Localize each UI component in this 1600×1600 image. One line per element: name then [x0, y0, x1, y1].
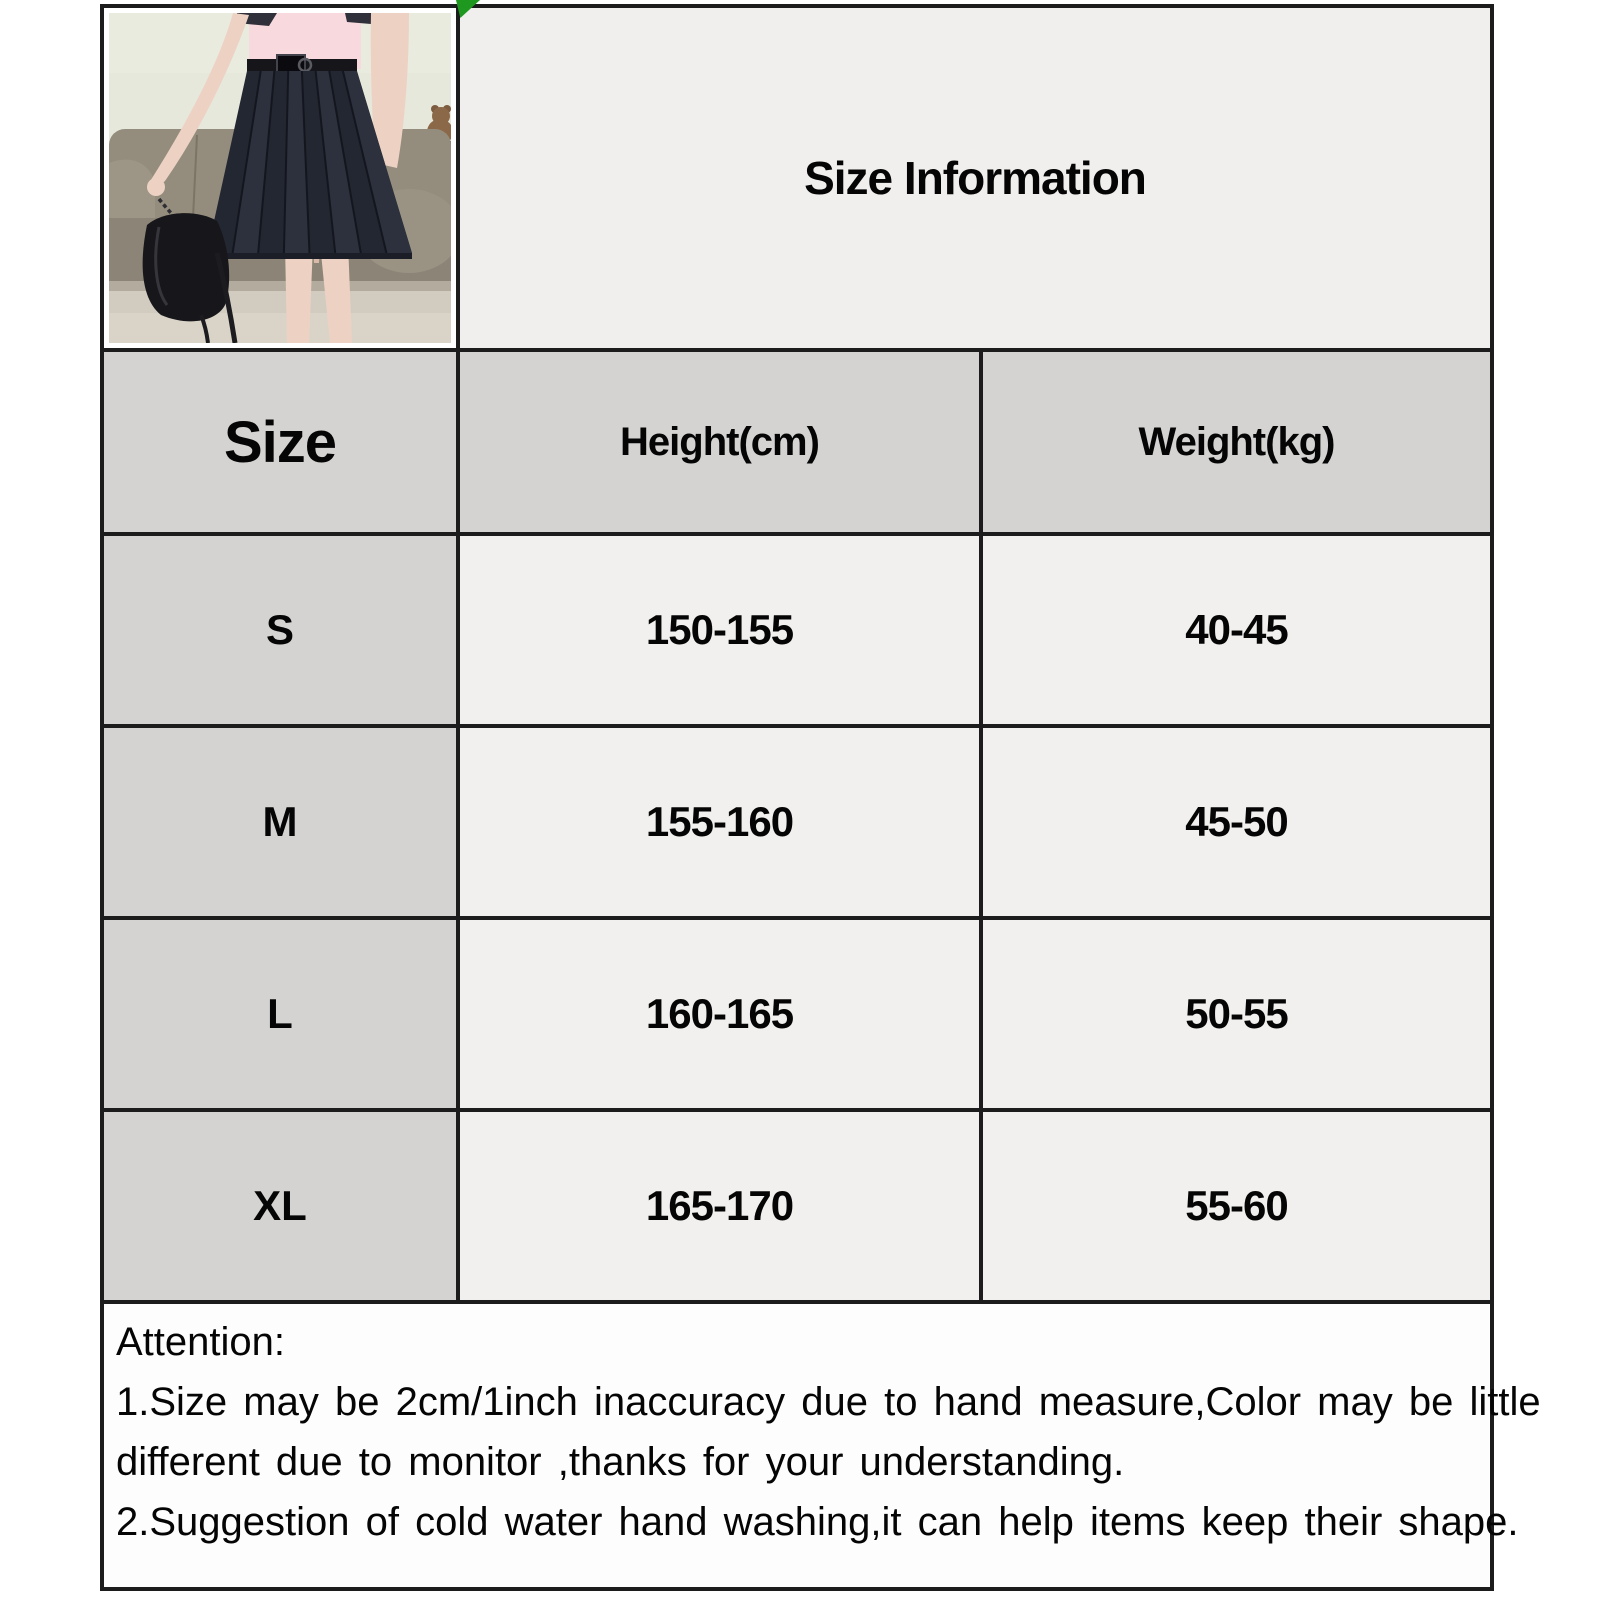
height-cell: 160-165 [456, 920, 979, 1108]
weight-cell: 40-45 [979, 536, 1490, 724]
title-cell [456, 8, 1490, 348]
column-header-height: Height(cm) [456, 352, 979, 532]
attention-line: 1.Size may be 2cm/1inch inaccuracy due to hand measure,Color may be little [116, 1380, 1541, 1424]
attention-line: different due to monitor ,thanks for your understanding. [116, 1440, 1125, 1484]
product-photo [104, 8, 456, 348]
size-cell: M [104, 728, 456, 916]
height-cell: 165-170 [456, 1112, 979, 1300]
table-row-s [104, 532, 1490, 724]
weight-cell: 55-60 [979, 1112, 1490, 1300]
table-header-row [104, 348, 1490, 532]
table-row-xl [104, 1108, 1490, 1300]
attention-box [104, 1300, 1541, 1587]
height-cell: 150-155 [456, 536, 979, 724]
top-row [104, 8, 1490, 348]
product-photo-illustration [109, 13, 451, 343]
size-info-sheet [100, 4, 1541, 1591]
table-row-m [104, 724, 1490, 916]
weight-cell: 45-50 [979, 728, 1490, 916]
weight-cell: 50-55 [979, 920, 1490, 1108]
size-cell: S [104, 536, 456, 724]
size-cell: L [104, 920, 456, 1108]
attention-line: 2.Suggestion of cold water hand washing,it can help items keep their shape. [116, 1500, 1519, 1544]
size-cell: XL [104, 1112, 456, 1300]
height-cell: 155-160 [456, 728, 979, 916]
attention-heading: Attention: [116, 1320, 286, 1364]
table-row-l [104, 916, 1490, 1108]
page-title: Size Information [804, 152, 1146, 204]
hand [147, 178, 165, 196]
column-header-size: Size [104, 352, 456, 532]
column-header-weight: Weight(kg) [979, 352, 1490, 532]
